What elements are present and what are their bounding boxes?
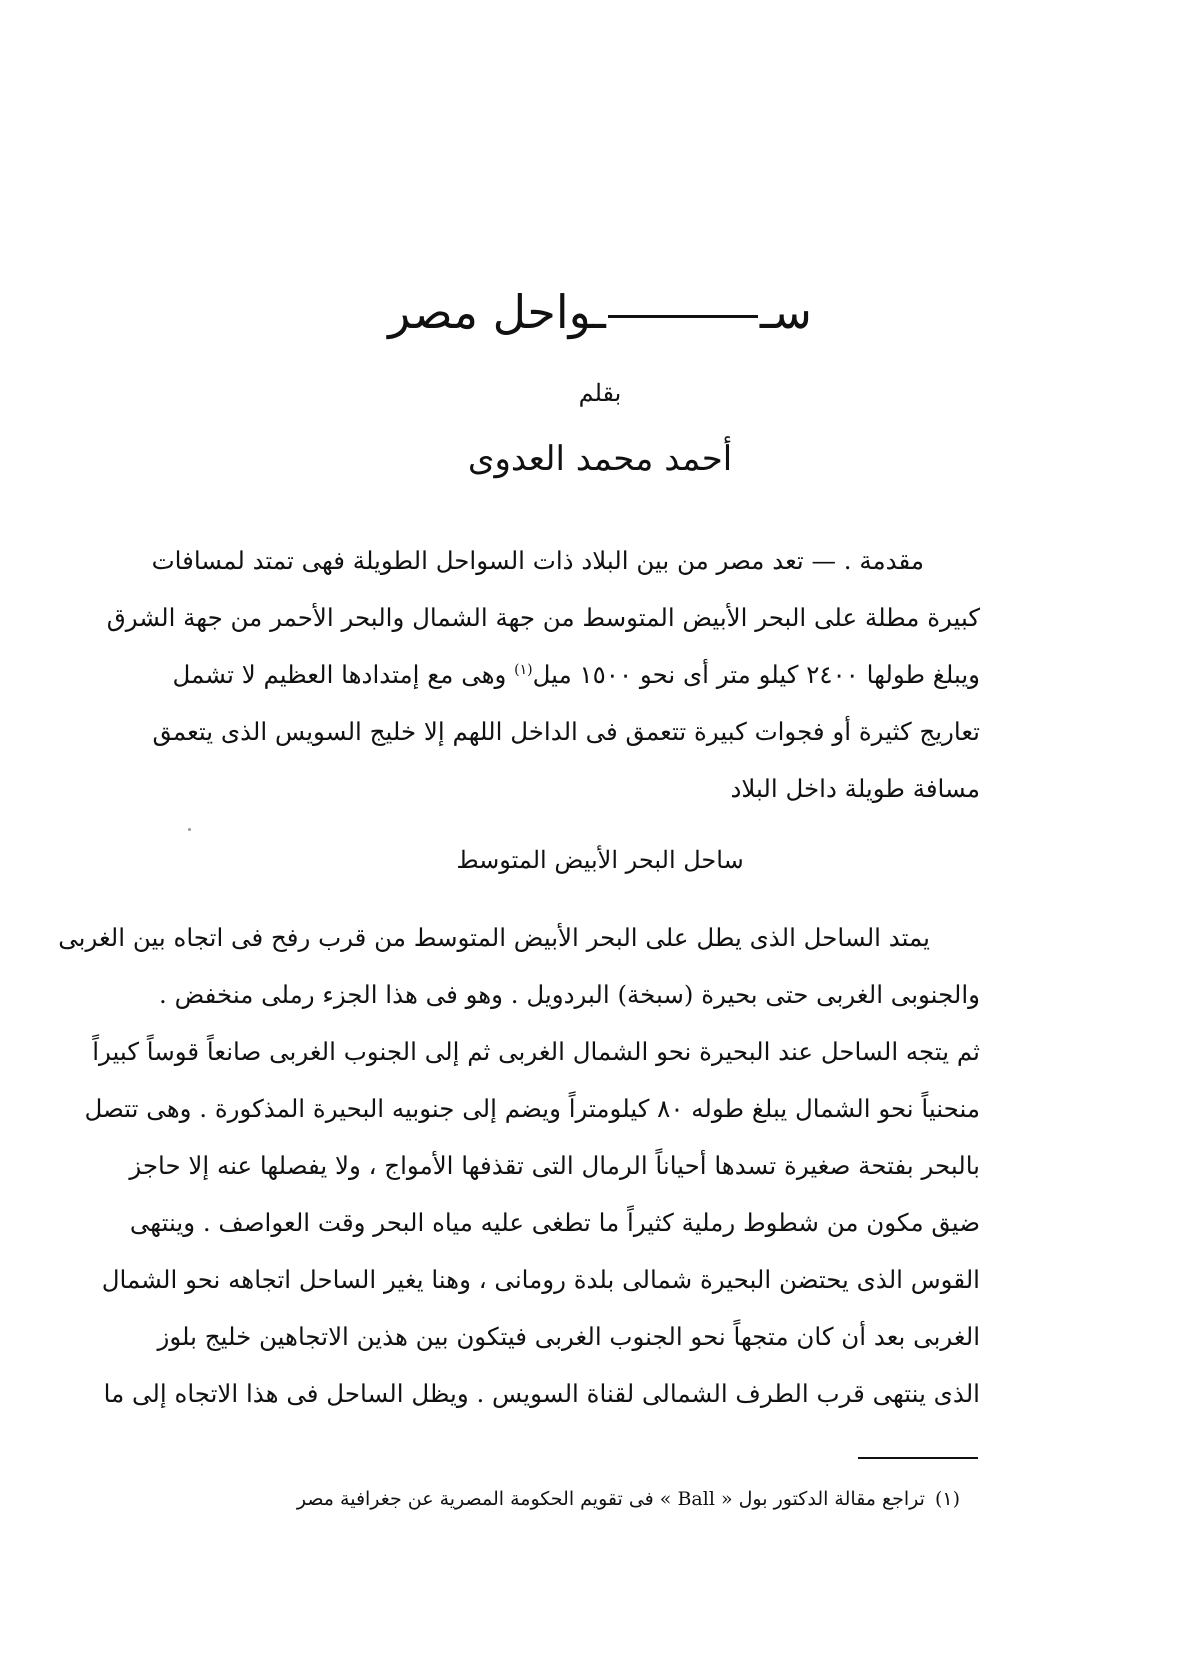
scan-speck — [188, 828, 191, 831]
body-line-4: منحنياً نحو الشمال يبلغ طوله ٨٠ كيلومتراً ويضم إلى جنوبيه البحيرة المذكورة . وهى تتصل — [84, 1094, 980, 1123]
title-rest: ـواحل مصر — [388, 285, 606, 339]
body-line-6: ضيق مكون من شطوط رملية كثيراً ما تطغى عليه مياه البحر وقت العواصف . وينتهى — [129, 1208, 980, 1237]
author-name: أحمد محمد العدوى — [467, 439, 733, 479]
footnote-reference: (١) — [514, 661, 533, 678]
body-paragraph — [58, 909, 980, 1422]
body-line-7: القوس الذى يحتضن البحيرة شمالى بلدة رومانى ، وهنا يغير الساحل اتجاهه نحو الشمال — [101, 1265, 980, 1294]
intro-paragraph — [106, 532, 980, 817]
intro-line-4: تعاريج كثيرة أو فجوات كبيرة تتعمق فى الداخل اللهم إلا خليج السويس الذى يتعمق — [152, 717, 980, 746]
footnote-text: تراجع مقالة الدكتور بول « Ball » فى تقويم الحكومة المصرية عن جغرافية مصر — [296, 1488, 925, 1510]
title-first-letters: سـ — [759, 285, 812, 339]
intro-line-3-end: وهى مع إمتدادها العظيم لا تشمل — [172, 660, 515, 689]
body-line-8: الغربى بعد أن كان متجهاً نحو الجنوب الغربى فيتكون بين هذين الاتجاهين خليج بلوز — [157, 1322, 980, 1351]
intro-line-5: مسافة طويلة داخل البلاد — [730, 774, 980, 803]
footnote-number: (١) — [934, 1488, 960, 1510]
body-line-2: والجنوبى الغربى حتى بحيرة (سبخة) البردويل . وهو فى هذا الجزء رملى منخفض . — [159, 980, 980, 1009]
intro-line-2: كبيرة مطلة على البحر الأبيض المتوسط من جهة الشمال والبحر الأحمر من جهة الشرق — [106, 603, 980, 632]
intro-line-1: مقدمة . — تعد مصر من بين البلاد ذات السواحل الطويلة فهى تمتد لمسافات — [151, 546, 924, 575]
body-line-5: بالبحر بفتحة صغيرة تسدها أحياناً الرمال التى تقذفها الأمواج ، ولا يفصلها عنه إلا حاجز — [129, 1151, 980, 1180]
body-line-9: الذى ينتهى قرب الطرف الشمالى لقناة السويس . ويظل الساحل فى هذا الاتجاه إلى ما — [103, 1379, 980, 1408]
byline: بقلم — [578, 379, 622, 407]
page-title — [0, 282, 1200, 342]
title-kashida-stroke — [608, 315, 758, 318]
footnote — [240, 1484, 960, 1514]
intro-line-3 — [172, 646, 980, 703]
body-line-3: ثم يتجه الساحل عند البحيرة نحو الشمال الغربى ثم إلى الجنوب الغربى صانعاً قوساً كبيراً — [92, 1037, 980, 1066]
body-line-1: يمتد الساحل الذى يطل على البحر الأبيض المتوسط من قرب رفح فى اتجاه بين الغربى — [58, 923, 930, 952]
intro-line-3-start: ويبلغ طولها ٢٤٠٠ كيلو متر أى نحو ١٥٠٠ ميل — [532, 660, 980, 689]
section-heading: ساحل البحر الأبيض المتوسط — [456, 846, 744, 874]
footnote-divider — [858, 1457, 978, 1459]
